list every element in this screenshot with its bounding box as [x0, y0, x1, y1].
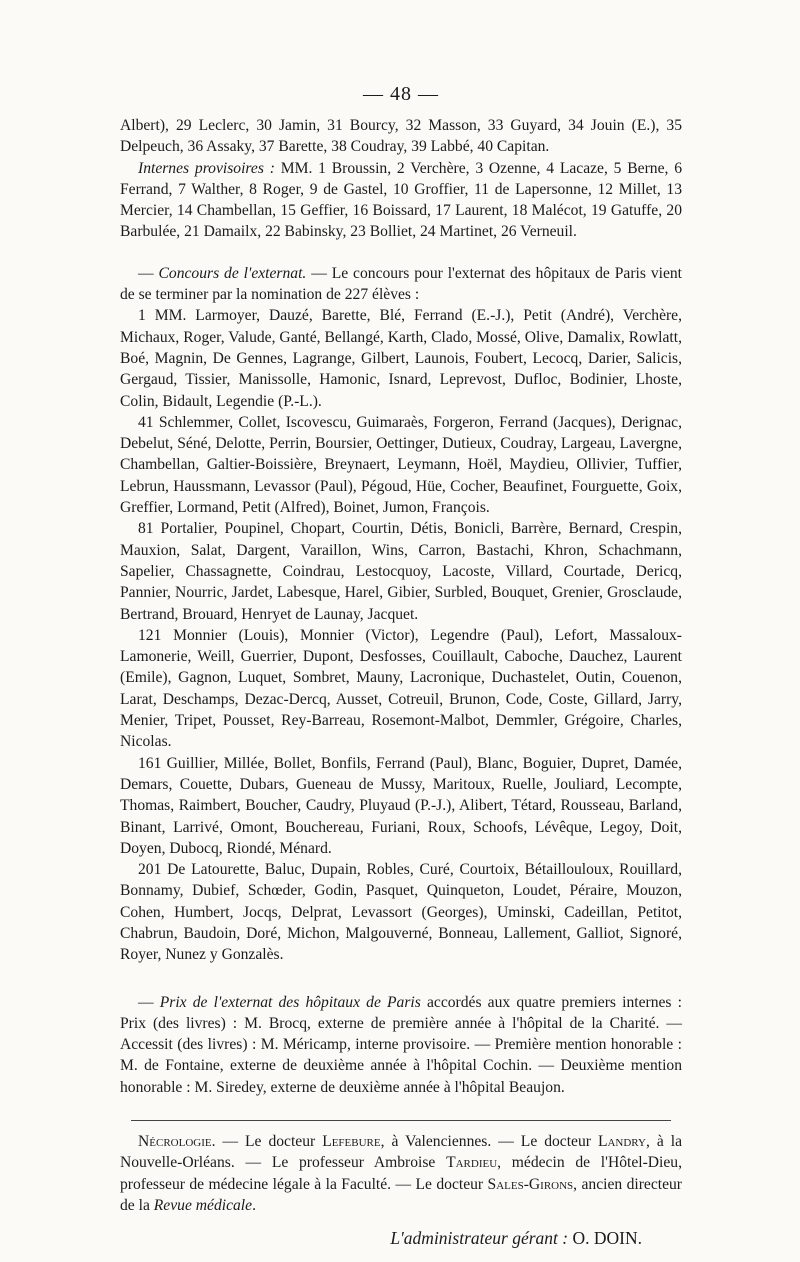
necrologie-paragraph [120, 1131, 682, 1216]
externat-group-201: 201 De Latourette, Baluc, Dupain, Robles, Curé, Courtoix, Bétaillouloux, Rouillard, Bonnamy, Dubief, Schœder, Godin, Pasquet, Quinqueton, Loudet, Péraire, Mouzon, Cohen, Humbert, Jocqs, Delprat, Levassort (Georges), Uminski, Cadeillan, Petitot, Chabrun, Baudoin, Doré, Michon, Malgouverné, Bonneau, Lallement, Galliot, Signoré, Royer, Nunez y Gonzalès. [120, 861, 682, 964]
page-number: — 48 — [363, 83, 439, 105]
externat-group-81: 81 Portalier, Poupinel, Chopart, Courtin, Détis, Bonicli, Barrère, Bernard, Crespin, Mauxion, Salat, Dargent, Varaillon, Wins, Carron, Bastachi, Khron, Schachmann, Sapelier, Chassagnette, Coindrau, Lestocquoy, Lacoste, Villard, Courtade, Dericq, Pannier, Nourric, Jardet, Labesque, Harel, Gibier, Surbled, Bouquet, Grenier, Grosclaude, Bertrand, Brouard, Henryet de Launay, Jacquet. [120, 520, 682, 623]
externat-label: Concours de l'externat. [158, 264, 307, 282]
name-tardieu: Tardieu [446, 1154, 498, 1172]
text-run: , à la Nouvelle-Orléans. — Le professeur Ambroise [120, 1133, 682, 1172]
text-run: — Le docteur [215, 1133, 323, 1151]
text-run: , ancien directeur de la [120, 1175, 682, 1214]
externat-group-41: 41 Schlemmer, Collet, Iscovescu, Guimaraès, Forgeron, Ferrand (Jacques), Derignac, Debelut, Séné, Delotte, Perrin, Boursier, Oettinger, Dutieux, Coudray, Largeau, Lavergne, Chambellan, Galtier-Boissière, Breynaert, Leymann, Hoël, Maydieu, Ollivier, Tuffier, Lebrun, Haussmann, Levassor (Paul), Pégoud, Hüe, Cocher, Beaufinet, Fourguette, Goix, Greffier, Lormand, Petit (Alfred), Boinet, Jumon, François. [120, 413, 682, 517]
signature-name: O. DOIN. [568, 1228, 642, 1249]
externat-group-161: 161 Guillier, Millée, Bollet, Bonfils, Ferrand (Paul), Blanc, Boguier, Dupret, Damée, Demars, Couette, Dubars, Gueneau de Mussy, Maritoux, Ruelle, Jouliard, Lecompte, Thomas, Raimbert, Boucher, Caudry, Pluyaud (P.-J.), Alibert, Tétard, Rousseau, Barland, Binant, Larrivé, Omont, Bouchereau, Furiani, Roux, Schoofs, Lévêque, Legoy, Doit, Doyen, Dubocq, Riondé, Ménard. [120, 754, 682, 857]
section-divider [131, 1120, 671, 1121]
externat-group-121: 121 Monnier (Louis), Monnier (Victor), Legendre (Paul), Lefort, Massaloux-Lamonerie, Weill, Guerrier, Dupont, Desfosses, Couillault, Caboche, Dauchez, Laurent (Emile), Gagnon, Luquet, Sombret, Mauny, Lacronique, Duchastelet, Outin, Couenon, Larat, Deschamps, Dezac-Dercq, Ausset, Cotreuil, Brunon, Code, Coste, Gillard, Jarry, Menier, Tripet, Pousset, Rey-Barreau, Rosemont-Malbot, Demmler, Grégoire, Charles, Nicolas. [120, 626, 682, 751]
name-lefebure: Lefebure [322, 1133, 381, 1151]
provisional-interns-paragraph [120, 158, 682, 243]
signature [120, 1228, 682, 1249]
interns-list-continued: Albert), 29 Leclerc, 30 Jamin, 31 Bourcy, 32 Masson, 33 Guyard, 34 Jouin (E.), 35 Delpeuch, 36 Assaky, 37 Barette, 38 Coudray, 39 Labbé, 40 Capitan. [120, 117, 682, 156]
name-sales-girons: Sales-Girons [487, 1175, 574, 1193]
prix-label: Prix de l'externat des hôpitaux de Paris [159, 993, 421, 1011]
dash: — [138, 264, 159, 282]
journal-title: Revue médicale [153, 1196, 253, 1214]
name-landry: Landry [597, 1133, 646, 1151]
text-run: , à Valenciennes. — Le docteur [380, 1133, 598, 1151]
text-run: , médecin de l'Hôtel-Dieu, professeur de médecine légale à la Faculté. — Le docteur [120, 1154, 682, 1193]
text-run: . [252, 1196, 256, 1214]
document-page [120, 82, 682, 1250]
dash: — [138, 993, 160, 1011]
signature-label: L'administrateur gérant : [390, 1228, 569, 1249]
provisional-interns-text: MM. 1 Broussin, 2 Verchère, 3 Ozenne, 4 Lacaze, 5 Berne, 6 Ferrand, 7 Walther, 8 Roger, 9 de Gastel, 10 Groffier, 11 de Lapersonne, 12 Millet, 13 Mercier, 14 Chambellan, 15 Geffier, 16 Boissard, 17 Laurent, 18 Malécot, 19 Gatuffe, 20 Barbulée, 21 Damailx, 22 Babinsky, 23 Bolliet, 24 Martinet, 26 Verneuil. [120, 159, 682, 241]
externat-intro-paragraph [120, 263, 682, 306]
necrologie-label: Nécrologie. [138, 1133, 216, 1151]
provisional-interns-label: Internes provisoires : [138, 159, 275, 177]
externat-intro-text: — Le concours pour l'externat des hôpitaux de Paris vient de se terminer par la nomination de 227 élèves : [120, 264, 683, 304]
externat-group-1: 1 MM. Larmoyer, Dauzé, Barette, Blé, Ferrand (E.-J.), Petit (André), Verchère, Michaux, Roger, Valude, Ganté, Bellangé, Karth, Clado, Mossé, Olive, Damalix, Rowlatt, Boé, Magnin, De Gennes, Lagrange, Gilbert, Launois, Foubert, Lecocq, Darier, Salicis, Gergaud, Tissier, Manissolle, Hamonic, Isnard, Leprevost, Dufloc, Bodinier, Lhoste, Colin, Bidault, Legendie (P.-L.). [120, 307, 682, 410]
prix-paragraph [120, 992, 682, 1098]
prix-text: accordés aux quatre premiers internes : Prix (des livres) : M. Brocq, externe de première année à l'hôpital de la Charité. — Accessit (des livres) : M. Méricamp, interne provisoire. — Première mention honorable : M. de Fontaine, externe de deuxième année à l'hôpital Cochin. — Deuxième mention honorable : M. Siredey, externe de deuxième année à l'hôpital Beaujon. [120, 993, 682, 1096]
